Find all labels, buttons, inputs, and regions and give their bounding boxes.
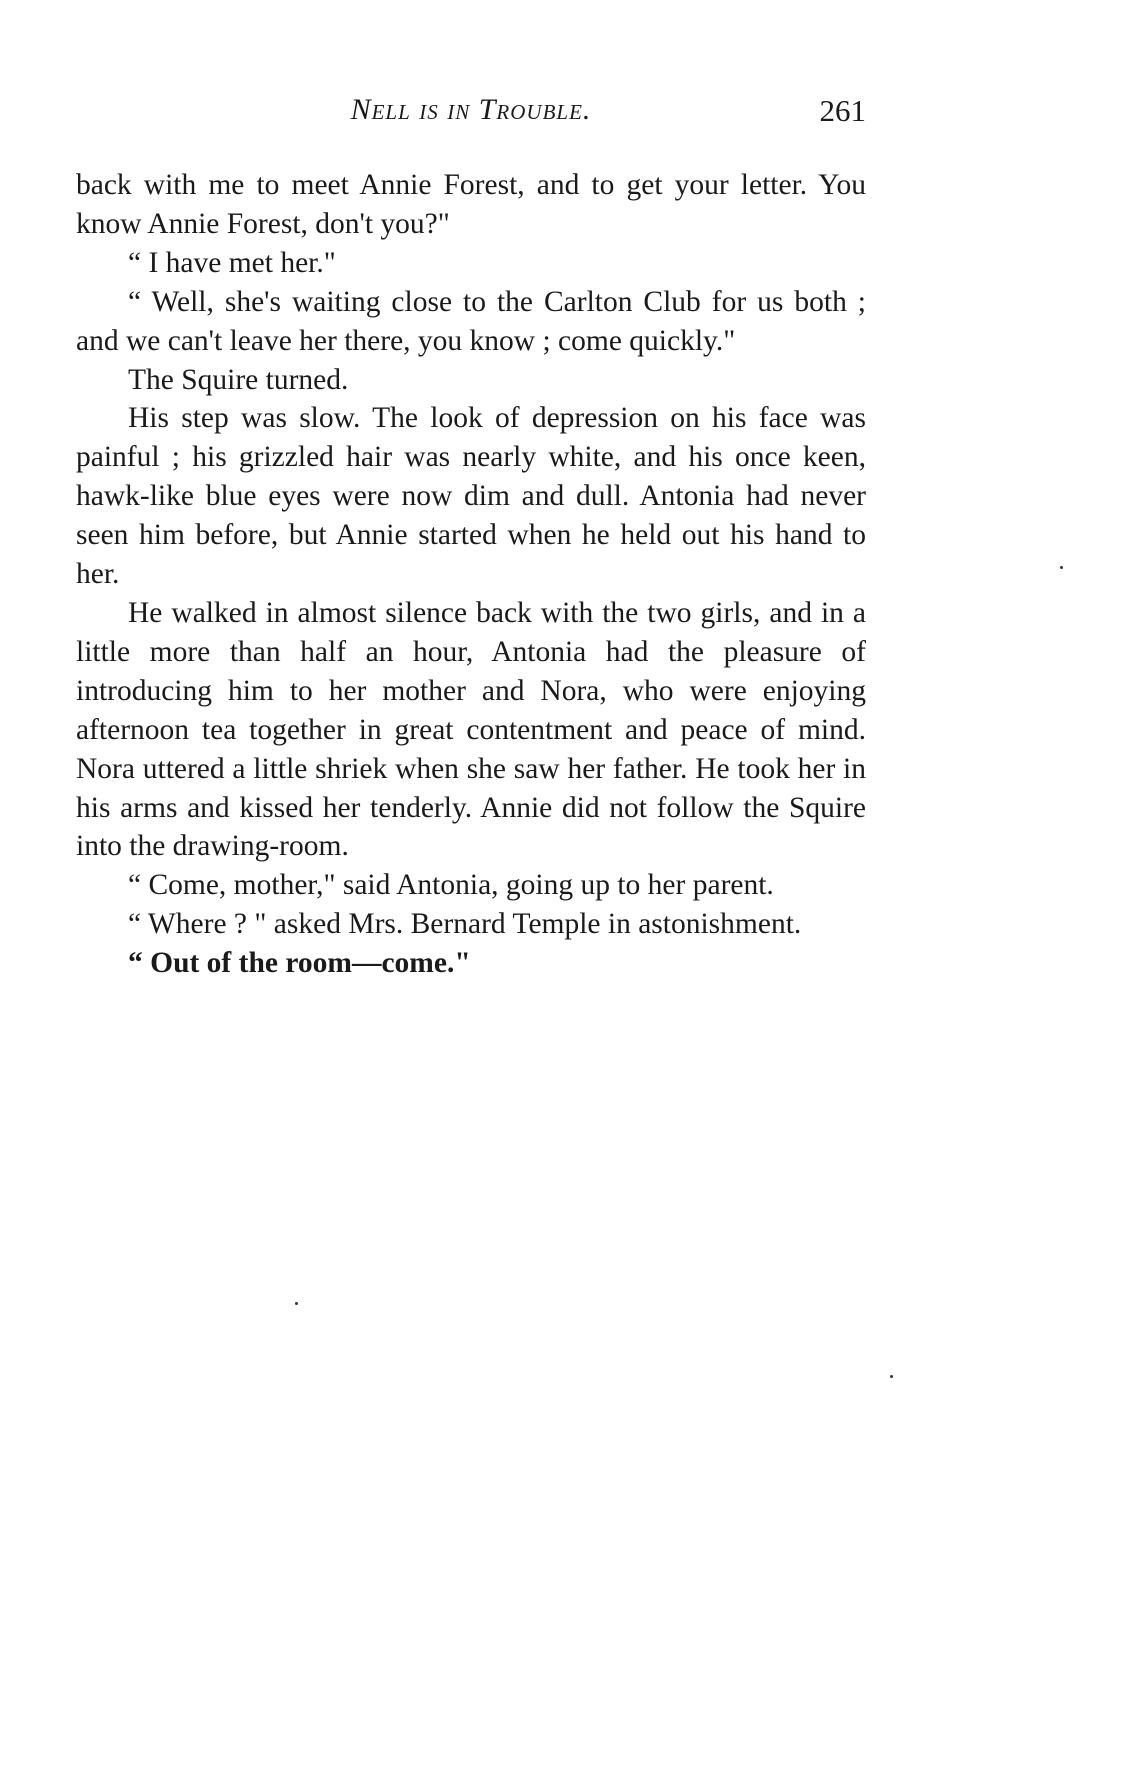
body-text <box>76 166 866 983</box>
print-speck <box>1060 566 1063 569</box>
paragraph: The Squire turned. <box>128 363 349 396</box>
page-number: 261 <box>819 93 866 128</box>
running-title: Nell is in Trouble. <box>350 93 592 126</box>
paragraph: “ Come, mother," said Antonia, going up to her parent. <box>128 869 774 902</box>
print-speck <box>295 1302 298 1305</box>
print-speck <box>890 1375 893 1378</box>
paragraph: back with me to meet Annie Forest, and to get your letter. You know Annie Forest, don't you?" <box>76 169 866 240</box>
paragraph: “ Well, she's waiting close to the Carlton Club for us both ; and we can't leave her there, you know ; come quickly." <box>76 285 866 357</box>
paragraph: His step was slow. The look of depression on his face was painful ; his grizzled hair was nearly white, and his once keen, hawk-like blue eyes were now dim and dull. Antonia had never seen him before, but Annie started when he held out his hand to her. <box>76 402 866 591</box>
running-head <box>76 93 866 137</box>
paragraph: “ I have met her." <box>128 246 336 279</box>
paragraph: “ Out of the room—come." <box>128 947 471 980</box>
paragraph: He walked in almost silence back with the two girls, and in a little more than half an hour, Antonia had the pleasure of introducing him to her mother and Nora, who were enjoying afternoon tea together in great contentment and peace of mind. Nora uttered a little shriek when she saw her father. He took her in his arms and kissed her tenderly. Annie did not follow the Squire into the drawing-room. <box>76 596 866 863</box>
paragraph: “ Where ? " asked Mrs. Bernard Temple in astonishment. <box>128 908 802 941</box>
